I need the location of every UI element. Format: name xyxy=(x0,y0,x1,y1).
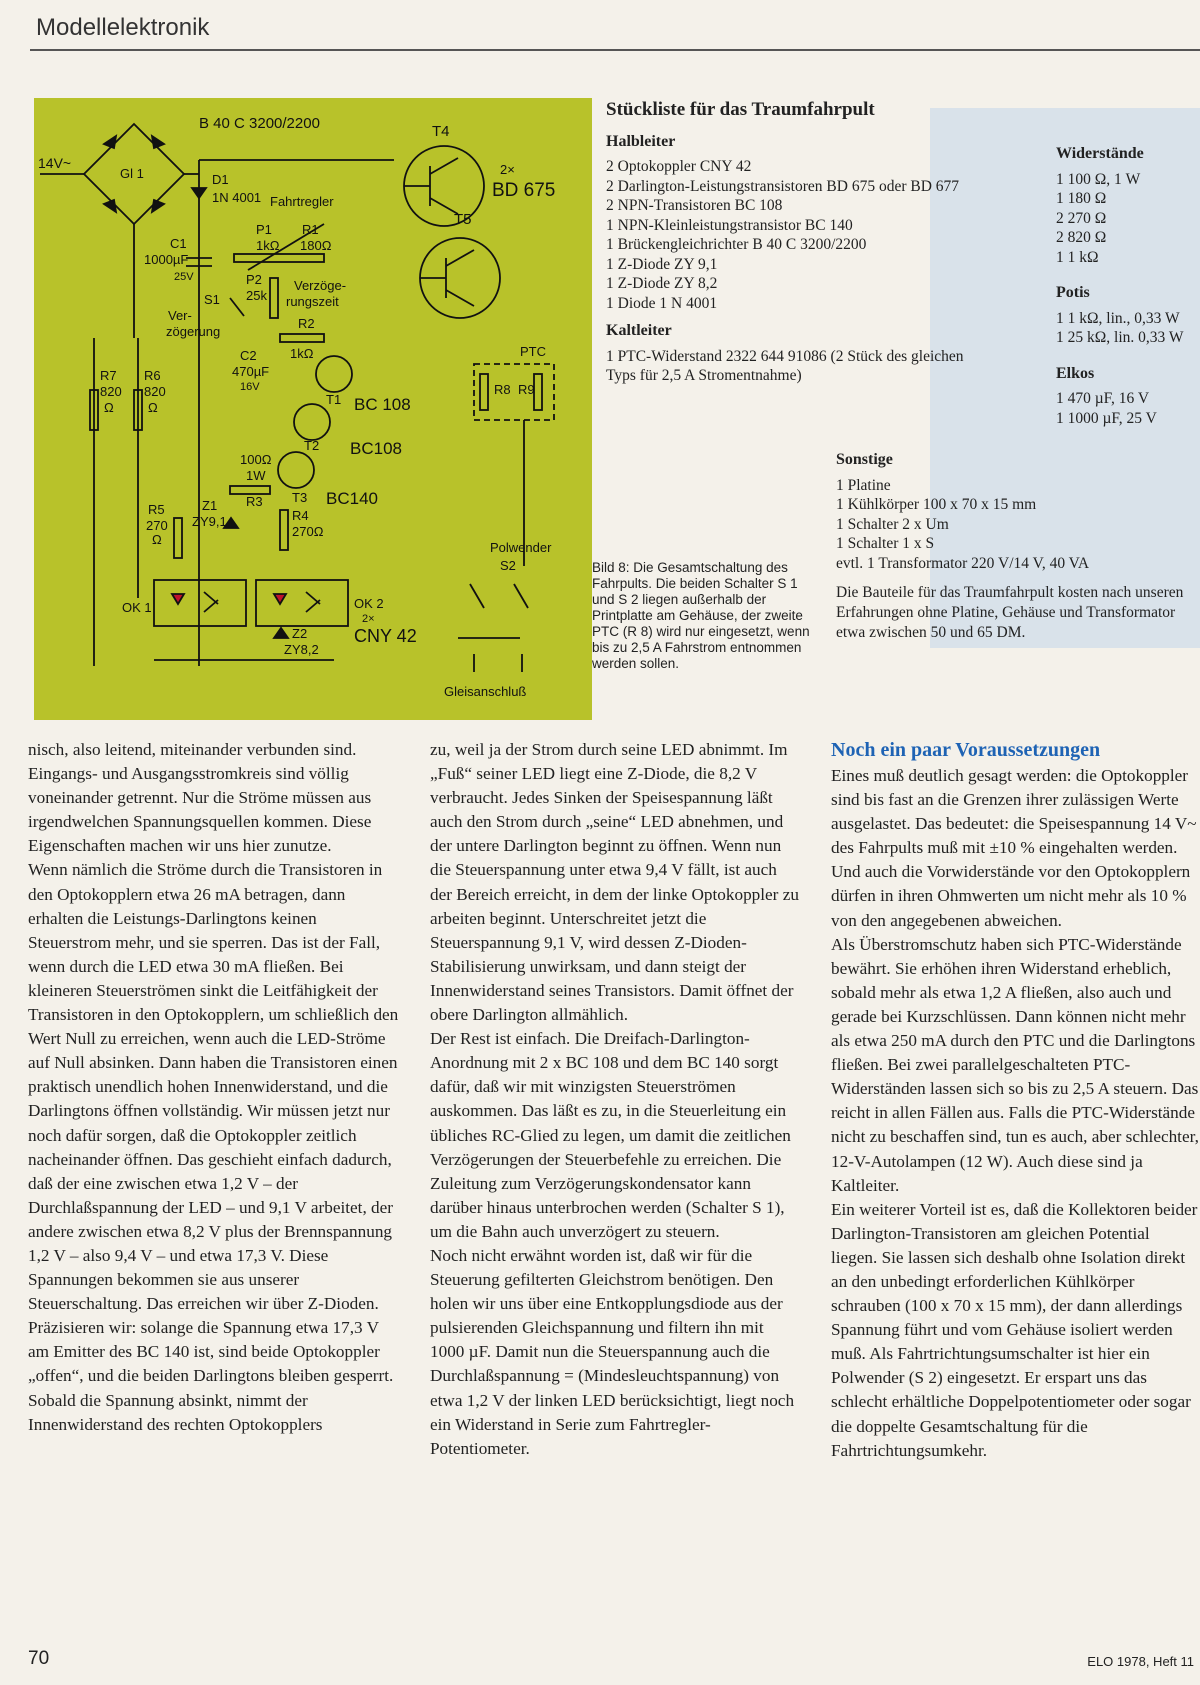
svg-text:BC108: BC108 xyxy=(350,439,402,458)
svg-text:D1: D1 xyxy=(212,172,229,187)
svg-text:Ω: Ω xyxy=(152,532,162,547)
list-item: 1 Schalter 2 x Um xyxy=(836,515,949,533)
issue-info: ELO 1978, Heft 11 xyxy=(1087,1654,1194,1669)
svg-text:Gleisanschluß: Gleisanschluß xyxy=(444,684,527,699)
list-item: 2 Darlington-Leistungstransistoren BD 675 oder BD 677 xyxy=(606,177,960,195)
svg-text:OK 1: OK 1 xyxy=(122,600,152,615)
list-item: 2 820 Ω xyxy=(1056,229,1107,246)
svg-text:2×: 2× xyxy=(500,162,515,177)
svg-text:Z2: Z2 xyxy=(292,626,308,641)
svg-text:T1: T1 xyxy=(326,392,342,407)
list-item: 1 1000 µF, 25 V xyxy=(1056,409,1157,427)
kaltleiter-title: Kaltleiter xyxy=(606,322,672,339)
svg-text:R1: R1 xyxy=(302,222,319,237)
svg-text:C1: C1 xyxy=(170,236,187,251)
svg-text:25k: 25k xyxy=(246,288,267,303)
paragraph: nisch, also leitend, miteinander verbunden sind. Eingangs- und Ausgangsstromkreis sind völlig voneinander getrennt. Nur die Ströme müssen aus irgendwelchen Spannungsquellen kommen. Diese Eigenschaften machen wir uns hier zunutze. xyxy=(28,740,372,856)
svg-text:820: 820 xyxy=(144,384,166,399)
svg-text:R4: R4 xyxy=(292,508,309,523)
svg-text:R2: R2 xyxy=(298,316,315,331)
svg-text:S2: S2 xyxy=(500,558,516,573)
svg-text:25V: 25V xyxy=(174,271,194,283)
header-rule xyxy=(30,49,1200,51)
list-item: 1 Kühlkörper 100 x 70 x 15 mm xyxy=(836,496,1037,513)
list-item: 1 NPN-Kleinleistungstransistor BC 140 xyxy=(606,216,853,234)
svg-text:OK 2: OK 2 xyxy=(354,596,384,611)
svg-text:BC140: BC140 xyxy=(326,489,378,508)
svg-text:1000µF: 1000µF xyxy=(144,252,189,267)
svg-text:T5: T5 xyxy=(454,211,472,228)
svg-text:270: 270 xyxy=(146,518,168,533)
svg-text:820: 820 xyxy=(100,384,122,399)
page-number: 70 xyxy=(28,1648,50,1669)
svg-text:BC 108: BC 108 xyxy=(354,395,411,414)
section-header: Modellelektronik xyxy=(36,14,210,41)
svg-text:T4: T4 xyxy=(432,123,450,140)
list-item: 1 100 Ω, 1 W xyxy=(1056,170,1141,188)
paragraph: Ein weiterer Vorteil ist es, daß die Kollektoren beider Darlington-Transistoren am gleichen Potential liegen. Sie lassen sich deshalb ohne Isolation direkt an den unbedingt erforderlichen Kühlkörper schrauben (100 x 70 x 15 mm), der dann allerdings Spannung führt und vom Gehäuse isoliert werden muß. Als Fahrtrichtungsumschalter ist hier ein Polwender (S 2) eingesetzt. Er erspart uns das schlecht erhältliche Doppelpotentiometer oder sogar die doppelte Gesamtschaltung für die Fahrtrichtungsumkehr. xyxy=(831,1199,1198,1460)
list-item: 2 270 Ω xyxy=(1056,209,1107,227)
svg-text:zögerung: zögerung xyxy=(166,324,221,339)
svg-text:C2: C2 xyxy=(240,348,257,363)
svg-text:1W: 1W xyxy=(246,468,266,483)
article-column-2 xyxy=(430,738,802,1461)
list-item: 1 Schalter 1 x S xyxy=(836,535,935,552)
svg-text:rungszeit: rungszeit xyxy=(286,294,339,309)
svg-text:14V~: 14V~ xyxy=(38,155,72,171)
list-item: 2 NPN-Transistoren BC 108 xyxy=(606,197,783,214)
svg-text:180Ω: 180Ω xyxy=(300,238,332,253)
paragraph: Präzisieren wir: solange die Spannung etwa 17,3 V am Emitter des BC 140 ist, sind beide Optokoppler „offen“, und die beiden Darlingtons bleiben gesperrt. Sobald die Spannung absinkt, nimmt der Innenwiderstand des rechten Optokopplers xyxy=(28,1318,394,1434)
svg-text:470µF: 470µF xyxy=(232,364,270,379)
svg-text:R9: R9 xyxy=(518,382,535,397)
svg-text:S1: S1 xyxy=(204,292,220,307)
svg-text:P2: P2 xyxy=(246,272,262,287)
svg-text:R5: R5 xyxy=(148,502,165,517)
list-item: 1 1 kΩ, lin., 0,33 W xyxy=(1056,309,1180,327)
cost-note: Die Bauteile für das Traumfahrpult kosten nach unseren Erfahrungen ohne Platine, Gehäuse und Transformator etwa zwischen 50 und 65 DM. xyxy=(836,584,1184,641)
parts-list-title: Stückliste für das Traumfahrpult xyxy=(606,99,875,120)
svg-text:ZY9,1: ZY9,1 xyxy=(192,514,227,529)
svg-text:100Ω: 100Ω xyxy=(240,452,272,467)
label-cny42: CNY 42 xyxy=(354,626,417,646)
svg-text:Gl 1: Gl 1 xyxy=(120,166,144,181)
elkos-title: Elkos xyxy=(1056,364,1095,382)
svg-text:Ω: Ω xyxy=(104,400,114,415)
svg-text:T3: T3 xyxy=(292,490,308,505)
list-item: 1 180 Ω xyxy=(1056,190,1107,207)
label-bridge: B 40 C 3200/2200 xyxy=(199,115,320,132)
paragraph: Als Überstromschutz haben sich PTC-Widerstände bewährt. Sie erhöhen ihren Widerstand erheblich, sobald mehr als etwa 1,2 A fließen, also auch und gerade bei Kurzschlüssen. Dann können nicht mehr als etwa 250 mA durch den PTC und die Darlingtons fließen. Bei zwei parallelgeschalteten PTC-Widerständen lassen sich so bis zu 2,5 A steuern. Das reicht in allen Fällen aus. Falls die PTC-Widerstände nicht zu beschaffen sind, tun es auch, aber schlechter, 12-V-Autolampen (12 W). Auch diese sind ja Kaltleiter. xyxy=(831,934,1199,1195)
list-item: 1 Z-Diode ZY 8,2 xyxy=(606,275,718,292)
list-item: 1 470 µF, 16 V xyxy=(1056,390,1150,407)
list-item: 1 Diode 1 N 4001 xyxy=(606,294,718,312)
paragraph: Noch nicht erwähnt worden ist, daß wir für die Steuerung gefilterten Gleichstrom benötigen. Den holen wir uns über eine Entkopplungsdiode aus der pulsierenden Gleichspannung und filtern ihn mit 1000 µF. Damit nun die Steuerspannung auch die Durchlaßspannung = (Mindesleuchtspannung) von etwa 1,2 V der linken LED berücksichtigt, liegt noch ein Widerstand in Serie zum Fahrtregler-Potentiometer. xyxy=(430,1245,795,1458)
halbleiter-title: Halbleiter xyxy=(606,132,676,150)
svg-text:Verzöge-: Verzöge- xyxy=(294,278,347,293)
svg-text:Ver-: Ver- xyxy=(168,308,192,323)
svg-text:1N 4001: 1N 4001 xyxy=(212,190,262,205)
svg-text:R6: R6 xyxy=(144,368,161,383)
svg-text:Fahrtregler: Fahrtregler xyxy=(270,194,334,209)
svg-text:270Ω: 270Ω xyxy=(292,524,324,539)
list-item: 1 25 kΩ, lin. 0,33 W xyxy=(1056,329,1184,346)
paragraph: Wenn nämlich die Ströme durch die Transistoren in den Optokopplern etwa 26 mA betragen, dann erhalten die Leistungs-Darlingtons keinen Steuerstrom mehr, und sie sperren. Das ist der Fall, wenn durch die LED etwa 30 mA fließen. Bei kleineren Steuerströmen sinkt die Leitfähigkeit der Transistoren in den Optokopplern, um schließlich den Wert Null zu erreichen, wenn auch die LED-Ströme auf Null absinken. Dann haben die Transistoren einen praktisch unendlich hohen Innenwiderstand, und die Darlingtons öffnen vollständig. Wir müssen jetzt nur noch dafür sorgen, daß die Optokoppler zeitlich nacheinander öffnen. Das geschieht einfach dadurch, daß der eine zwischen etwa 1,2 V – der Durchlaßspannung der LED – und 9,1 V arbeitet, der andere zwischen etwa 8,2 V plus der Brennspannung 1,2 V – also 9,4 V – und etwa 17,3 V. Diese Spannungen bekommen sie aus unserer Steuerschaltung. Das erreichen wir über Z-Dioden. xyxy=(28,860,399,1314)
svg-text:R8: R8 xyxy=(494,382,511,397)
widerstaende-title: Widerstände xyxy=(1056,145,1144,162)
list-item: 2 Optokoppler CNY 42 xyxy=(606,158,752,175)
svg-text:2×: 2× xyxy=(362,613,375,625)
sonstige-title: Sonstige xyxy=(836,451,893,468)
list-item: 1 Platine xyxy=(836,476,891,494)
list-item: 1 Z-Diode ZY 9,1 xyxy=(606,255,718,273)
list-item: 1 Brückengleichrichter B 40 C 3200/2200 xyxy=(606,236,867,253)
svg-text:Z1: Z1 xyxy=(202,498,218,513)
svg-text:PTC: PTC xyxy=(520,344,546,359)
svg-text:1kΩ: 1kΩ xyxy=(290,346,314,361)
paragraph: Der Rest ist einfach. Die Dreifach-Darlington-Anordnung mit 2 x BC 108 und dem BC 140 sorgt dafür, daß wir mit winzigsten Steuerströmen auskommen. Das läßt es zu, in die Steuerleitung ein übliches RC-Glied zu legen, um damit die zeitlichen Verzögerungen der Steuerbefehle zu erreichen. Die Zuleitung zum Verzögerungskondensator kann darüber hinaus unterbrochen werden (Schalter S 1), um die Bahn auch unverzögert zu steuern. xyxy=(430,1029,791,1241)
section-heading: Noch ein paar Voraussetzungen xyxy=(831,739,1101,761)
list-item: evtl. 1 Transformator 220 V/14 V, 40 VA xyxy=(836,554,1090,572)
label-bd675: BD 675 xyxy=(492,180,556,201)
article-column-1 xyxy=(28,738,400,1437)
list-item: 1 PTC-Widerstand 2322 644 91086 (2 Stück des gleichen Typs für 2,5 A Stromentnahme) xyxy=(606,347,964,384)
svg-text:Ω: Ω xyxy=(148,400,158,415)
svg-text:16V: 16V xyxy=(240,381,260,393)
paragraph: zu, weil ja der Strom durch seine LED abnimmt. Im „Fuß“ seiner LED liegt eine Z-Diode, die 8,2 V verbraucht. Jedes Sinken der Speisespannung läßt auch den Strom durch „seine“ LED abnehmen, und der untere Darlington beginnt zu öffnen. Wenn nun die Steuerspannung unter etwa 9,4 V fällt, ist auch der Bereich erreicht, in dem der linke Optokoppler zu arbeiten beginnt. Unterschreitet jetzt die Steuerspannung 9,1 V, wird dessen Z-Dioden-Stabilisierung unwirksam, und dann steigt der Innenwiderstand seines Transistors. Damit öffnet der obere Darlington allmählich. xyxy=(430,740,799,1025)
parts-list xyxy=(606,100,1200,680)
svg-text:1kΩ: 1kΩ xyxy=(256,238,280,253)
svg-text:R7: R7 xyxy=(100,368,117,383)
potis-title: Potis xyxy=(1056,284,1090,301)
figure-caption: Bild 8: Die Gesamtschaltung des Fahrpults. Die beiden Schalter S 1 und S 2 liegen außerhalb der Printplatte am Gehäuse, der zweite PTC (R 8) wird nur eingesetzt, wenn bis zu 2,5 A Fahrstrom entnommen werden sollen. xyxy=(592,560,810,671)
svg-text:P1: P1 xyxy=(256,222,272,237)
list-item: 1 1 kΩ xyxy=(1056,248,1099,266)
svg-text:Polwender: Polwender xyxy=(490,540,552,555)
article-column-3 xyxy=(831,738,1200,1463)
svg-text:T2: T2 xyxy=(304,438,320,453)
svg-text:R3: R3 xyxy=(246,494,263,509)
circuit-schematic xyxy=(34,98,592,720)
svg-text:ZY8,2: ZY8,2 xyxy=(284,642,319,657)
paragraph: Eines muß deutlich gesagt werden: die Optokoppler sind bis fast an die Grenzen ihrer zulässigen Werte ausgelastet. Das bedeutet: die Speisespannung 14 V~ des Fahrpults muß mit ±10 % eingehalten werden. Und auch die Vorwiderstände vor den Optokopplern dürfen in ihren Ohmwerten um nicht mehr als 10 % von den angegebenen abweichen. xyxy=(831,766,1197,930)
